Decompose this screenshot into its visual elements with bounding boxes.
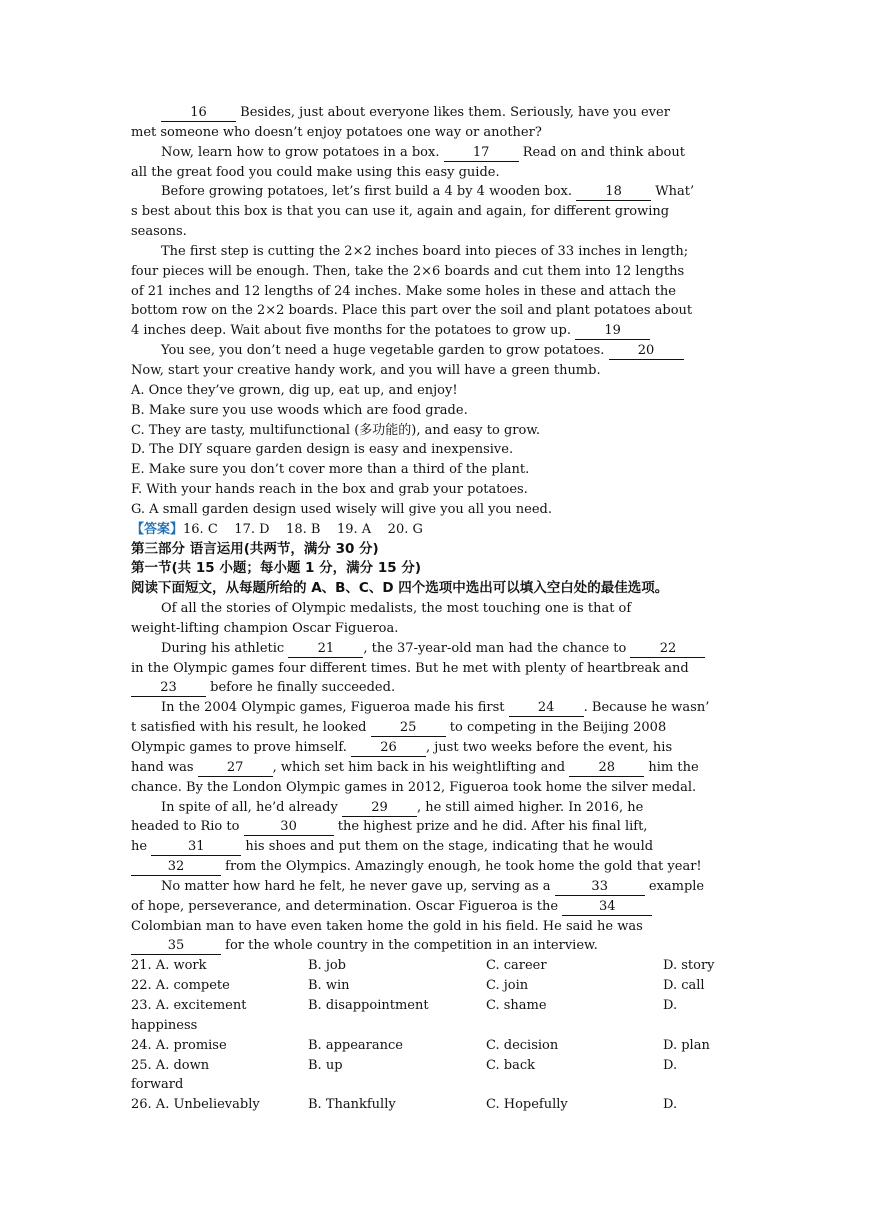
text: of 21 inches and 12 lengths of 24 inches. Make some holes in these and attach the <box>131 283 676 299</box>
choice-a: 26. A. Unbelievably <box>131 1097 260 1113</box>
passage1-line <box>131 202 737 222</box>
passage2-line <box>131 877 737 897</box>
part3-heading: 第三部分 语言运用(共两节，满分 30 分) <box>131 540 379 557</box>
passage2-line <box>131 936 737 956</box>
text: the highest prize and he did. After his final lift, <box>337 819 648 835</box>
text: No matter how hard he felt, he never gave up, serving as a <box>161 878 551 894</box>
blank-24: 24 <box>509 700 584 717</box>
text: he <box>131 839 148 855</box>
question-24 <box>131 1036 737 1056</box>
text: Read on and think about <box>522 144 685 160</box>
document-body <box>131 103 737 1115</box>
choice-c: C. back <box>486 1057 535 1073</box>
text: seasons. <box>131 224 187 240</box>
text: before he finally succeeded. <box>210 680 396 696</box>
passage2-line: weight-lifting champion Oscar Figueroa. <box>131 620 399 636</box>
text: In the 2004 Olympic games, Figueroa made his first <box>161 700 505 716</box>
blank-29: 29 <box>342 800 417 817</box>
text: , he still aimed higher. In 2016, he <box>416 799 644 815</box>
blank-25: 25 <box>371 720 446 737</box>
passage1-line <box>131 163 737 183</box>
text: his shoes and put them on the stage, indicating that he would <box>245 839 654 855</box>
blank-27: 27 <box>198 760 273 777</box>
blank-34: 34 <box>562 899 652 916</box>
choice-d: D. call <box>663 978 705 994</box>
choice-d: D. story <box>663 958 715 974</box>
option-e: E. Make sure you don’t cover more than a third of the plant. <box>131 462 530 478</box>
passage2-line <box>131 718 737 738</box>
blank-20: 20 <box>609 343 684 360</box>
question-25 <box>131 1056 737 1076</box>
blank-32: 32 <box>131 859 221 876</box>
choice-b: B. job <box>308 958 346 974</box>
passage2-line: in the Olympic games four different times. But he met with plenty of heartbreak and <box>131 660 689 676</box>
blank-17: 17 <box>444 145 519 162</box>
text: Olympic games to prove himself. <box>131 740 347 755</box>
text: During his athletic <box>161 640 285 656</box>
choice-c: C. join <box>486 978 529 994</box>
text: s best about this box is that you can use it, again and again, for different growing <box>131 204 670 220</box>
text: of hope, perseverance, and determination. Oscar Figueroa is the <box>131 898 559 914</box>
section1-heading: 第一节(共 15 小题；每小题 1 分，满分 15 分) <box>131 560 422 577</box>
passage2-line <box>131 758 737 778</box>
passage1-line <box>131 103 737 123</box>
blank-22: 22 <box>630 641 705 658</box>
blank-26: 26 <box>351 740 426 757</box>
option-g: G. A small garden design used wisely will give you all you need. <box>131 501 553 517</box>
text: , the 37-year-old man had the chance to <box>363 640 627 656</box>
blank-16: 16 <box>161 105 236 122</box>
text: What’ <box>655 184 695 200</box>
text: met someone who doesn’t enjoy potatoes one way or another? <box>131 124 542 140</box>
blank-33: 33 <box>555 879 645 896</box>
text: him the <box>648 759 699 775</box>
passage1-line <box>131 301 737 321</box>
choice-b: B. disappointment <box>308 997 429 1013</box>
instruction: 阅读下面短文，从每题所给的 A、B、C、D 四个选项中选出可以填入空白处的最佳选项。 <box>131 580 669 597</box>
passage1-line <box>131 143 737 163</box>
choice-a: 25. A. down <box>131 1057 210 1073</box>
blank-19: 19 <box>575 323 650 340</box>
question-25-wrap: forward <box>131 1077 184 1093</box>
text: , just two weeks before the event, his <box>426 740 673 755</box>
text: from the Olympics. Amazingly enough, he took home the gold that year! <box>225 859 702 875</box>
text: You see, you don’t need a huge vegetable garden to grow potatoes. <box>161 343 605 359</box>
choice-c: C. decision <box>486 1037 559 1053</box>
question-22 <box>131 976 737 996</box>
blank-18: 18 <box>576 184 651 201</box>
passage2-line <box>131 837 737 857</box>
text: all the great food you could make using this easy guide. <box>131 164 500 180</box>
passage1-line <box>131 182 737 202</box>
text: bottom row on the 2×2 boards. Place this part over the soil and plant potatoes about <box>131 303 693 319</box>
choice-d: D. plan <box>663 1037 710 1053</box>
passage1-line <box>131 242 737 262</box>
text: Now, start your creative handy work, and you will have a green thumb. <box>131 362 601 378</box>
passage1-line <box>131 222 737 242</box>
passage2-line: Colombian man to have even taken home the gold in his field. He said he was <box>131 918 643 934</box>
answer-line <box>131 520 737 540</box>
option-d: D. The DIY square garden design is easy and inexpensive. <box>131 442 514 458</box>
text: 4 inches deep. Wait about five months for the potatoes to grow up. <box>131 323 571 339</box>
choice-a: 24. A. promise <box>131 1037 227 1053</box>
blank-31: 31 <box>151 839 241 856</box>
passage1-line <box>131 282 737 302</box>
text: example <box>648 878 705 894</box>
passage1-line <box>131 262 737 282</box>
answer-text: 16. C 17. D 18. B 19. A 20. G <box>183 521 423 537</box>
blank-35: 35 <box>131 938 221 955</box>
text: headed to Rio to <box>131 819 240 835</box>
passage1-line <box>131 341 737 361</box>
choice-b: B. appearance <box>308 1037 403 1053</box>
text: for the whole country in the competition in an interview. <box>225 938 598 954</box>
choice-d: D. <box>663 1097 678 1113</box>
blank-23: 23 <box>131 680 206 697</box>
passage1-line <box>131 123 737 143</box>
passage2-line <box>131 698 737 718</box>
choice-a: 21. A. work <box>131 958 207 974</box>
question-23 <box>131 996 737 1016</box>
passage2-line: chance. By the London Olympic games in 2012, Figueroa took home the silver medal. <box>131 779 697 795</box>
passage2-line <box>131 738 737 758</box>
passage2-line <box>131 817 737 837</box>
text: hand was <box>131 759 194 775</box>
choice-c: C. shame <box>486 997 547 1013</box>
passage2-line <box>131 857 737 877</box>
choice-b: B. Thankfully <box>308 1097 396 1113</box>
option-f: F. With your hands reach in the box and grab your potatoes. <box>131 482 528 498</box>
question-21 <box>131 956 737 976</box>
text: Besides, just about everyone likes them. Seriously, have you ever <box>240 105 670 120</box>
blank-21: 21 <box>288 641 363 658</box>
passage2-line: Of all the stories of Olympic medalists, the most touching one is that of <box>161 601 632 617</box>
option-c: C. They are tasty, multifunctional (多功能的), and easy to grow. <box>131 422 541 438</box>
choice-c: C. career <box>486 958 547 974</box>
choice-b: B. win <box>308 978 350 994</box>
text: t satisfied with his result, he looked <box>131 720 367 736</box>
passage2-line <box>131 897 737 917</box>
choice-a: 23. A. excitement <box>131 997 247 1013</box>
choice-d: D. <box>663 1057 678 1073</box>
text: Now, learn how to grow potatoes in a box. <box>161 144 440 160</box>
passage2-line <box>131 639 737 659</box>
text: , which set him back in his weightlifting and <box>272 759 566 775</box>
text: to competing in the Beijing 2008 <box>449 720 667 736</box>
option-a: A. Once they’ve grown, dig up, eat up, and enjoy! <box>131 382 458 398</box>
text: . Because he wasn’ <box>583 700 710 716</box>
answer-tag: 【答案】 <box>131 521 184 537</box>
passage1-line <box>131 361 737 381</box>
passage1-line <box>131 321 737 341</box>
question-26 <box>131 1095 737 1115</box>
passage2-line <box>131 678 737 698</box>
text: In spite of all, he’d already <box>161 799 338 815</box>
question-23-wrap: happiness <box>131 1017 198 1033</box>
text: four pieces will be enough. Then, take the 2×6 boards and cut them into 12 lengths <box>131 263 685 279</box>
choice-c: C. Hopefully <box>486 1097 568 1113</box>
option-b: B. Make sure you use woods which are food grade. <box>131 402 468 418</box>
text: The first step is cutting the 2×2 inches board into pieces of 33 inches in length; <box>161 243 689 259</box>
blank-30: 30 <box>244 819 334 836</box>
blank-28: 28 <box>569 760 644 777</box>
passage2-line <box>131 798 737 818</box>
choice-b: B. up <box>308 1057 343 1073</box>
choice-a: 22. A. compete <box>131 978 230 994</box>
choice-d: D. <box>663 997 678 1013</box>
text: Before growing potatoes, let’s first build a 4 by 4 wooden box. <box>161 184 572 200</box>
